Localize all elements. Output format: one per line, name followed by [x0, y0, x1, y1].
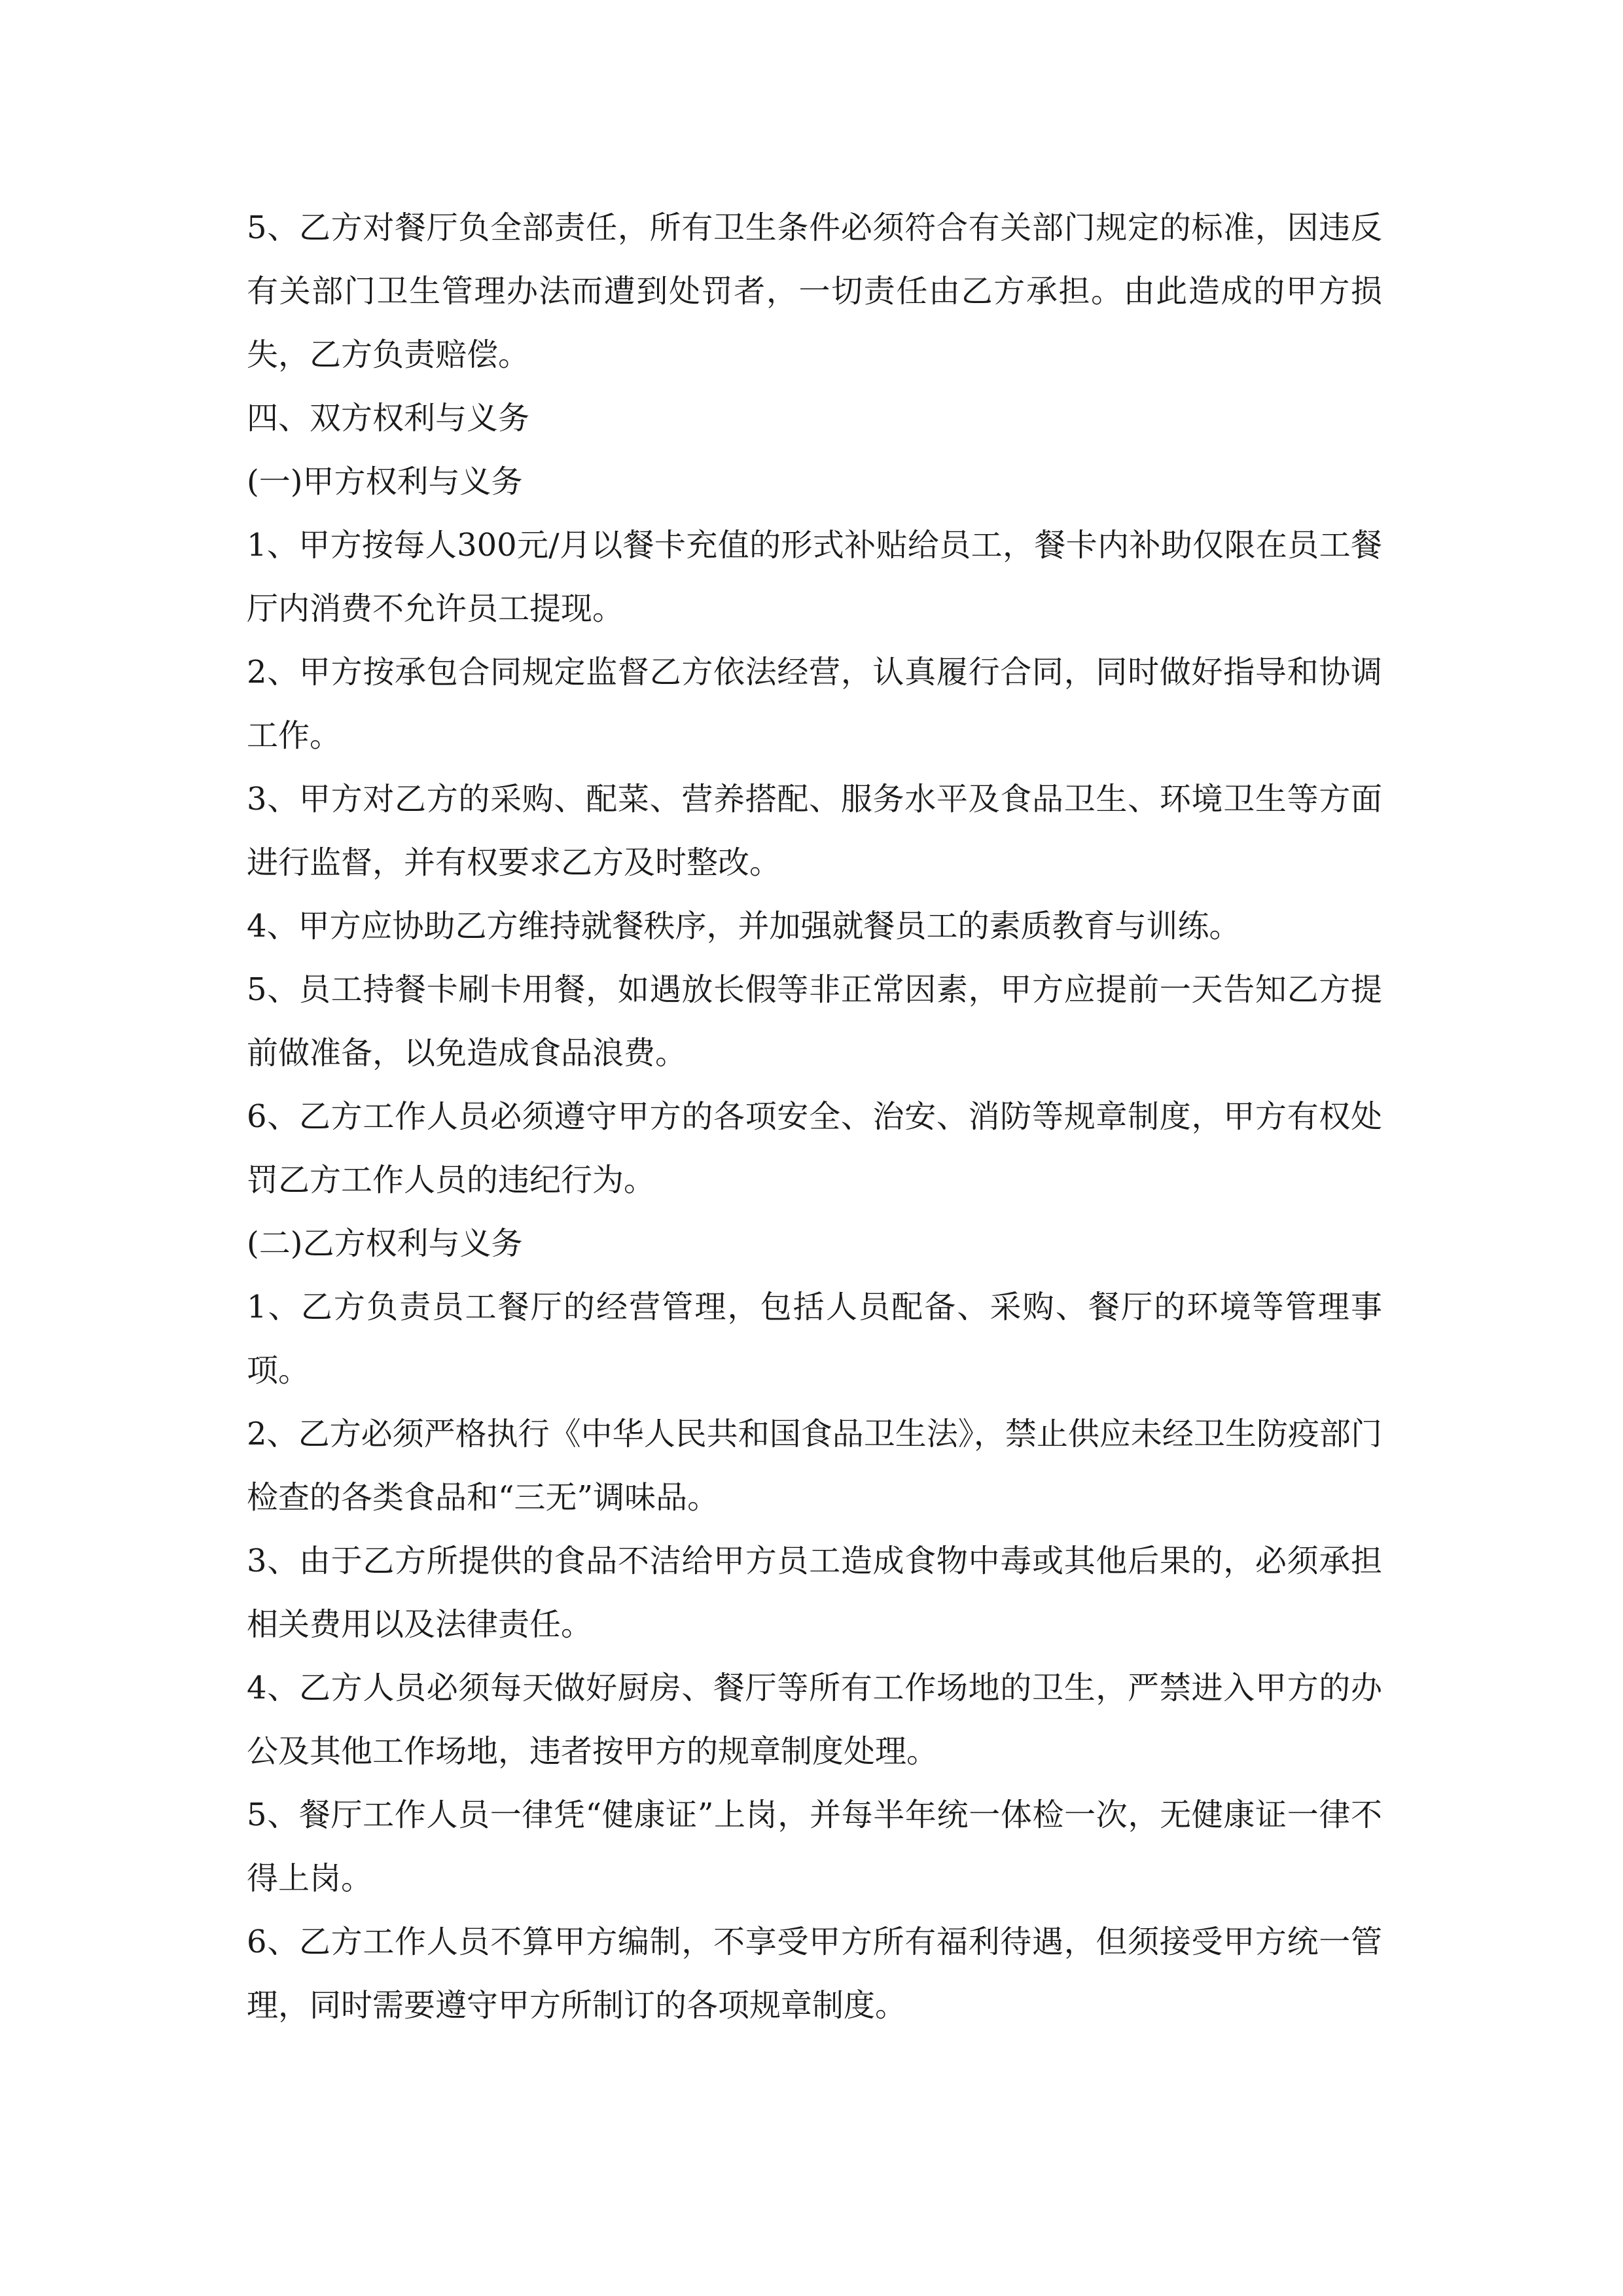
section-heading-rights-obligations: 四、双方权利与义务	[247, 400, 530, 437]
subsection-heading-party-a: (一)甲方权利与义务	[247, 463, 523, 500]
subsection-heading-party-b: (二)乙方权利与义务	[247, 1225, 523, 1262]
paragraph-party-a-2: 2、甲方按承包合同规定监督乙方依法经营，认真履行合同，同时做好指导和协调工作。	[247, 654, 1382, 754]
paragraph-party-a-1: 1、甲方按每人300元/月以餐卡充值的形式补贴给员工，餐卡内补助仅限在员工餐厅内消费不允许员工提现。	[247, 527, 1382, 627]
paragraph-party-b-4: 4、乙方人员必须每天做好厨房、餐厅等所有工作场地的卫生，严禁进入甲方的办公及其他工作场地，违者按甲方的规章制度处理。	[247, 1670, 1382, 1770]
paragraph-party-b-5: 5、餐厅工作人员一律凭“健康证”上岗，并每半年统一体检一次，无健康证一律不得上岗。	[247, 1797, 1382, 1897]
paragraph-clause-5-hygiene-liability: 5、乙方对餐厅负全部责任，所有卫生条件必须符合有关部门规定的标准，因违反有关部门卫生管理办法而遭到处罚者，一切责任由乙方承担。由此造成的甲方损失，乙方负责赔偿。	[247, 209, 1382, 373]
paragraph-party-b-1: 1、乙方负责员工餐厅的经营管理，包括人员配备、采购、餐厅的环境等管理事项。	[247, 1289, 1382, 1389]
paragraph-party-b-3: 3、由于乙方所提供的食品不洁给甲方员工造成食物中毒或其他后果的，必须承担相关费用以及法律责任。	[247, 1543, 1382, 1643]
paragraph-party-a-5: 5、员工持餐卡刷卡用餐，如遇放长假等非正常因素，甲方应提前一天告知乙方提前做准备，以免造成食品浪费。	[247, 971, 1382, 1071]
paragraph-party-a-4: 4、甲方应协助乙方维持就餐秩序，并加强就餐员工的素质教育与训练。	[247, 908, 1241, 944]
paragraph-party-b-2: 2、乙方必须严格执行《中华人民共和国食品卫生法》，禁止供应未经卫生防疫部门检查的各类食品和“三无”调味品。	[247, 1416, 1382, 1516]
paragraph-party-a-6: 6、乙方工作人员必须遵守甲方的各项安全、治安、消防等规章制度，甲方有权处罚乙方工作人员的违纪行为。	[247, 1098, 1382, 1198]
document-body	[247, 196, 1382, 2037]
paragraph-party-a-3: 3、甲方对乙方的采购、配菜、营养搭配、服务水平及食品卫生、环境卫生等方面进行监督，并有权要求乙方及时整改。	[247, 781, 1382, 881]
paragraph-party-b-6: 6、乙方工作人员不算甲方编制，不享受甲方所有福利待遇，但须接受甲方统一管理，同时需要遵守甲方所制订的各项规章制度。	[247, 1924, 1382, 2024]
